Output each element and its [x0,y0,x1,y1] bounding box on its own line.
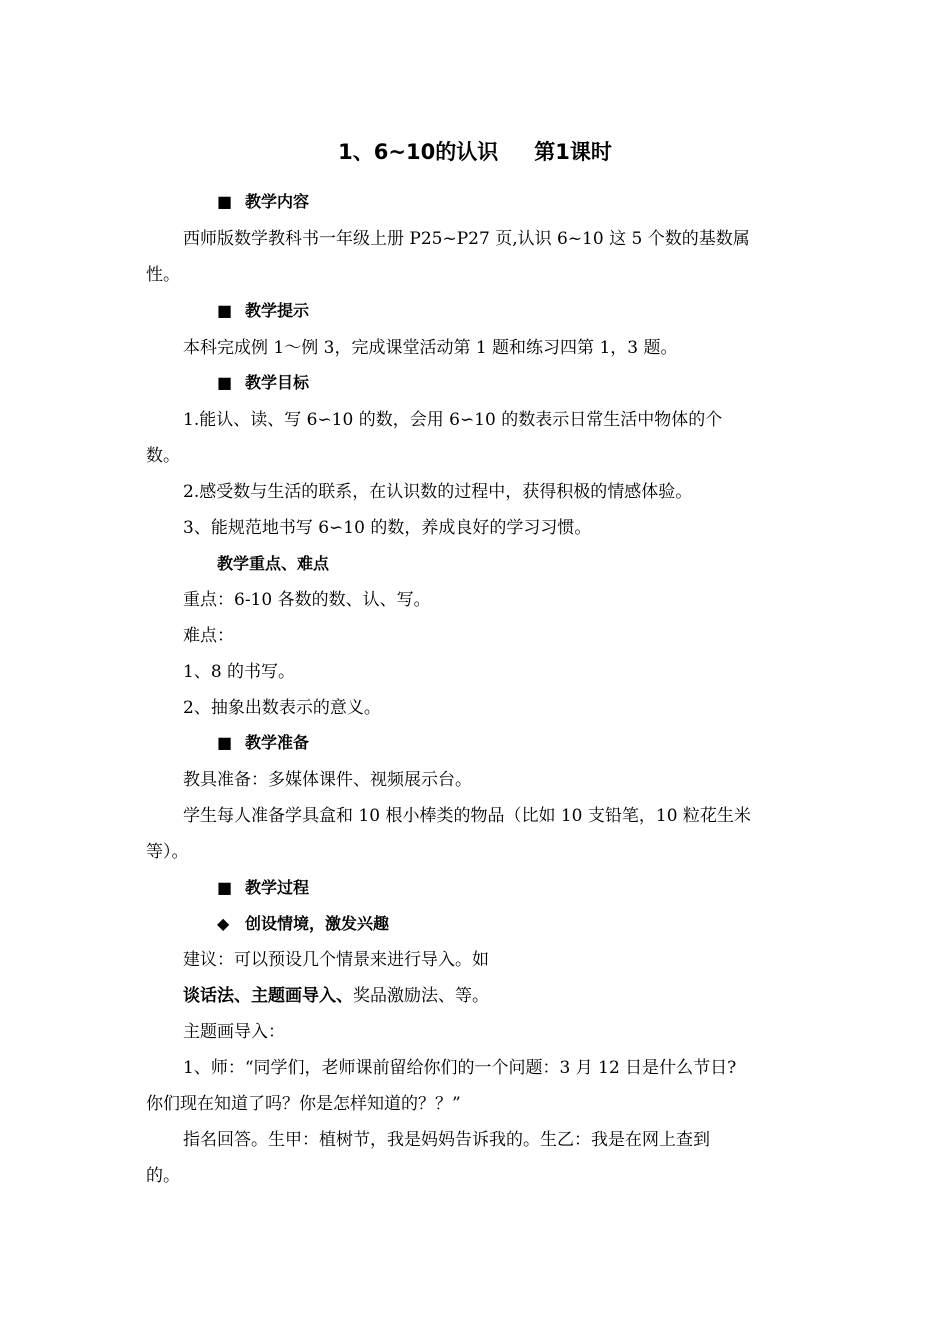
heading-prep: ■ 教学准备 [217,733,310,752]
subheading-scenario: ◆ 创设情境，激发兴趣 [217,914,390,933]
paragraph-line: 的。 [146,1166,180,1186]
square-bullet-icon: ■ [217,733,233,752]
paragraph-line: 2.感受数与生活的联系，在认识数的过程中，获得积极的情感体验。 [183,482,693,502]
heading-hint: ■ 教学提示 [217,301,310,320]
paragraph-line: 建议：可以预设几个情景来进行导入。如 [183,950,489,970]
heading-process: ■ 教学过程 [217,878,310,897]
square-bullet-icon: ■ [217,192,233,211]
heading-goal: ■ 教学目标 [217,373,310,392]
diamond-bullet-icon: ◆ [217,914,230,933]
paragraph-line: 性。 [146,265,180,285]
paragraph-line: 主题画导入： [183,1022,285,1042]
paragraph-line: 2、抽象出数表示的意义。 [183,698,381,718]
paragraph-line: 你们现在知道了吗？你是怎样知道的？？” [146,1094,461,1114]
paragraph-line: 指名回答。生甲：植树节，我是妈妈告诉我的。生乙：我是在网上查到 [183,1130,710,1150]
square-bullet-icon: ■ [217,301,233,320]
paragraph-line: 谈话法、主题画导入、奖品激励法、等。 [183,986,489,1006]
paragraph-line: 难点： [183,626,234,646]
paragraph-line: 等）。 [146,842,189,862]
paragraph-line: 1、师：“同学们，老师课前留给你们的一个问题：3 月 12 日是什么节日? [183,1058,737,1078]
square-bullet-icon: ■ [217,373,233,392]
bold-methods: 谈话法、主题画导入、 [183,986,353,1006]
title-lesson: 第1课时 [534,140,612,164]
paragraph-line: 西师版数学教科书一年级上册 P25~P27 页,认识 6~10 这 5 个数的基数属 [183,229,750,249]
title-topic: 1、6~10的认识 [338,140,499,164]
heading-content: ■ 教学内容 [217,192,310,211]
paragraph-line: 本科完成例 1～例 3，完成课堂活动第 1 题和练习四第 1，3 题。 [183,338,678,358]
paragraph-line: 教具准备：多媒体课件、视频展示台。 [183,770,472,790]
paragraph-line: 1、8 的书写。 [183,662,296,682]
square-bullet-icon: ■ [217,878,233,897]
heading-key-points: 教学重点、难点 [217,554,330,573]
paragraph-line: 3、能规范地书写 6∽10 的数，养成良好的学习习惯。 [183,518,592,538]
paragraph-line: 数。 [146,446,180,466]
paragraph-line: 1.能认、读、写 6∽10 的数，会用 6∽10 的数表示日常生活中物体的个 [183,410,723,430]
paragraph-line: 学生每人准备学具盒和 10 根小棒类的物品（比如 10 支铅笔，10 粒花生米 [183,806,751,826]
paragraph-line: 重点：6-10 各数的数、认、写。 [183,590,431,610]
page-title [0,136,950,166]
